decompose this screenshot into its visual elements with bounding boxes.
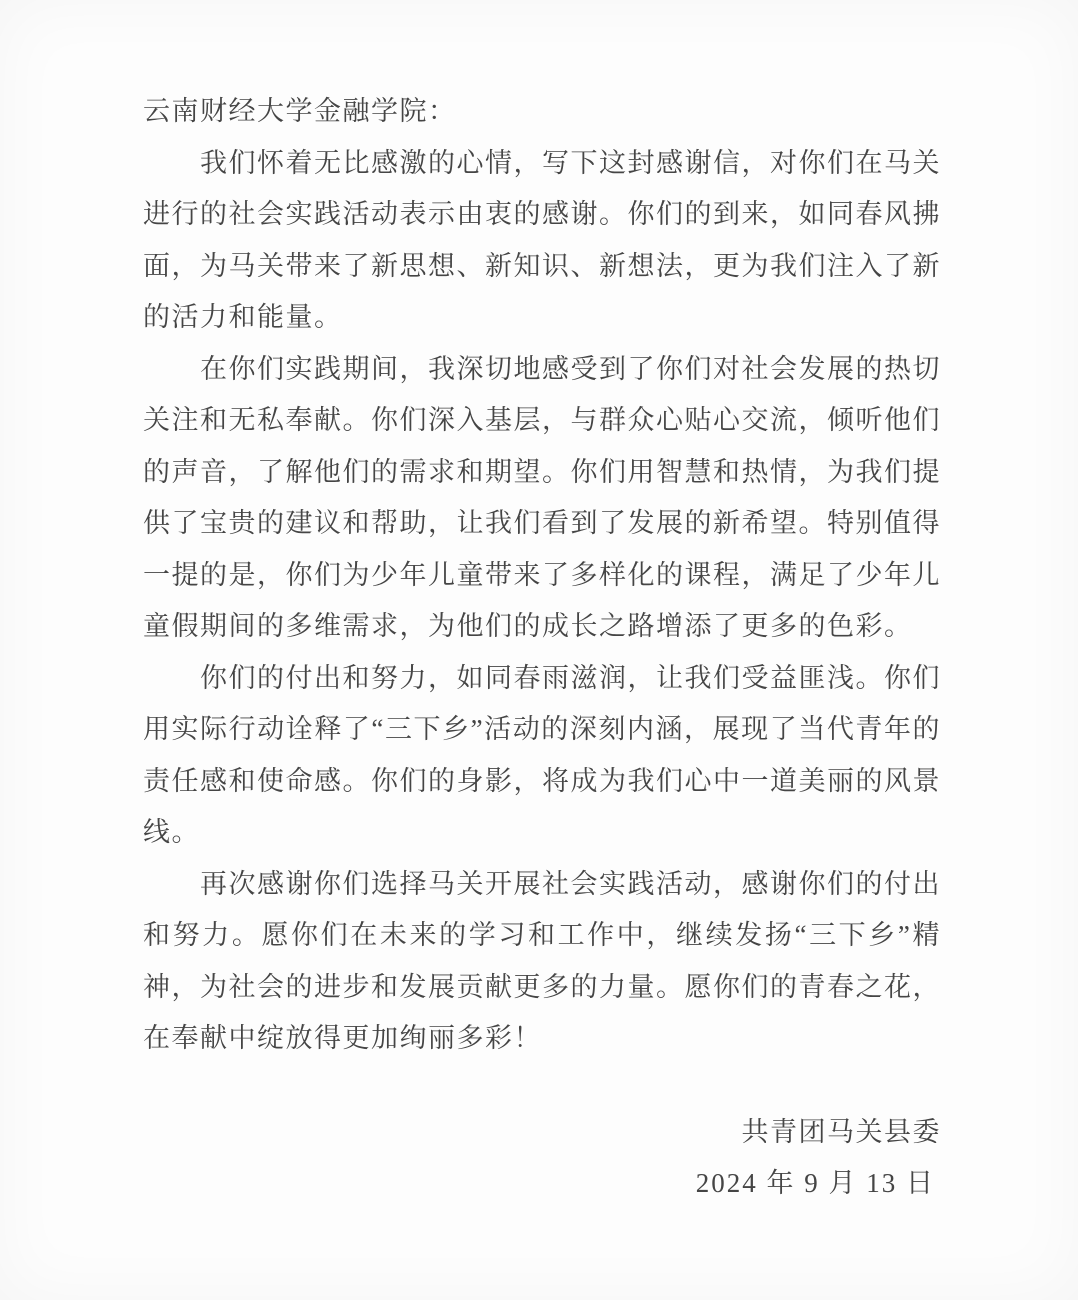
closing-block	[143, 1107, 941, 1210]
letter-body	[143, 86, 941, 1210]
paragraph-3: 你们的付出和努力，如同春雨滋润，让我们受益匪浅。你们用实际行动诠释了“三下乡”活动的深刻内涵，展现了当代青年的责任感和使命感。你们的身影，将成为我们心中一道美丽的风景线。	[143, 662, 941, 847]
signature: 共青团马关县委	[741, 1116, 941, 1147]
paragraph-4: 再次感谢你们选择马关开展社会实践活动，感谢你们的付出和努力。愿你们在未来的学习和工作中，继续发扬“三下乡”精神，为社会的进步和发展贡献更多的力量。愿你们的青春之花，在奉献中绽放得更加绚丽多彩！	[143, 868, 941, 1053]
paragraph-2: 在你们实践期间，我深切地感受到了你们对社会发展的热切关注和无私奉献。你们深入基层，与群众心贴心交流，倾听他们的声音，了解他们的需求和期望。你们用智慧和热情，为我们提供了宝贵的建议和帮助，让我们看到了发展的新希望。特别值得一提的是，你们为少年儿童带来了多样化的课程，满足了少年儿童假期间的多维需求，为他们的成长之路增添了更多的色彩。	[143, 353, 941, 641]
paragraph-1: 我们怀着无比感激的心情，写下这封感谢信，对你们在马关进行的社会实践活动表示由衷的感谢。你们的到来，如同春风拂面，为马关带来了新思想、新知识、新想法，更为我们注入了新的活力和能量。	[143, 147, 941, 332]
date: 2024 年 9 月 13 日	[695, 1168, 935, 1198]
salutation: 云南财经大学金融学院：	[143, 96, 457, 126]
